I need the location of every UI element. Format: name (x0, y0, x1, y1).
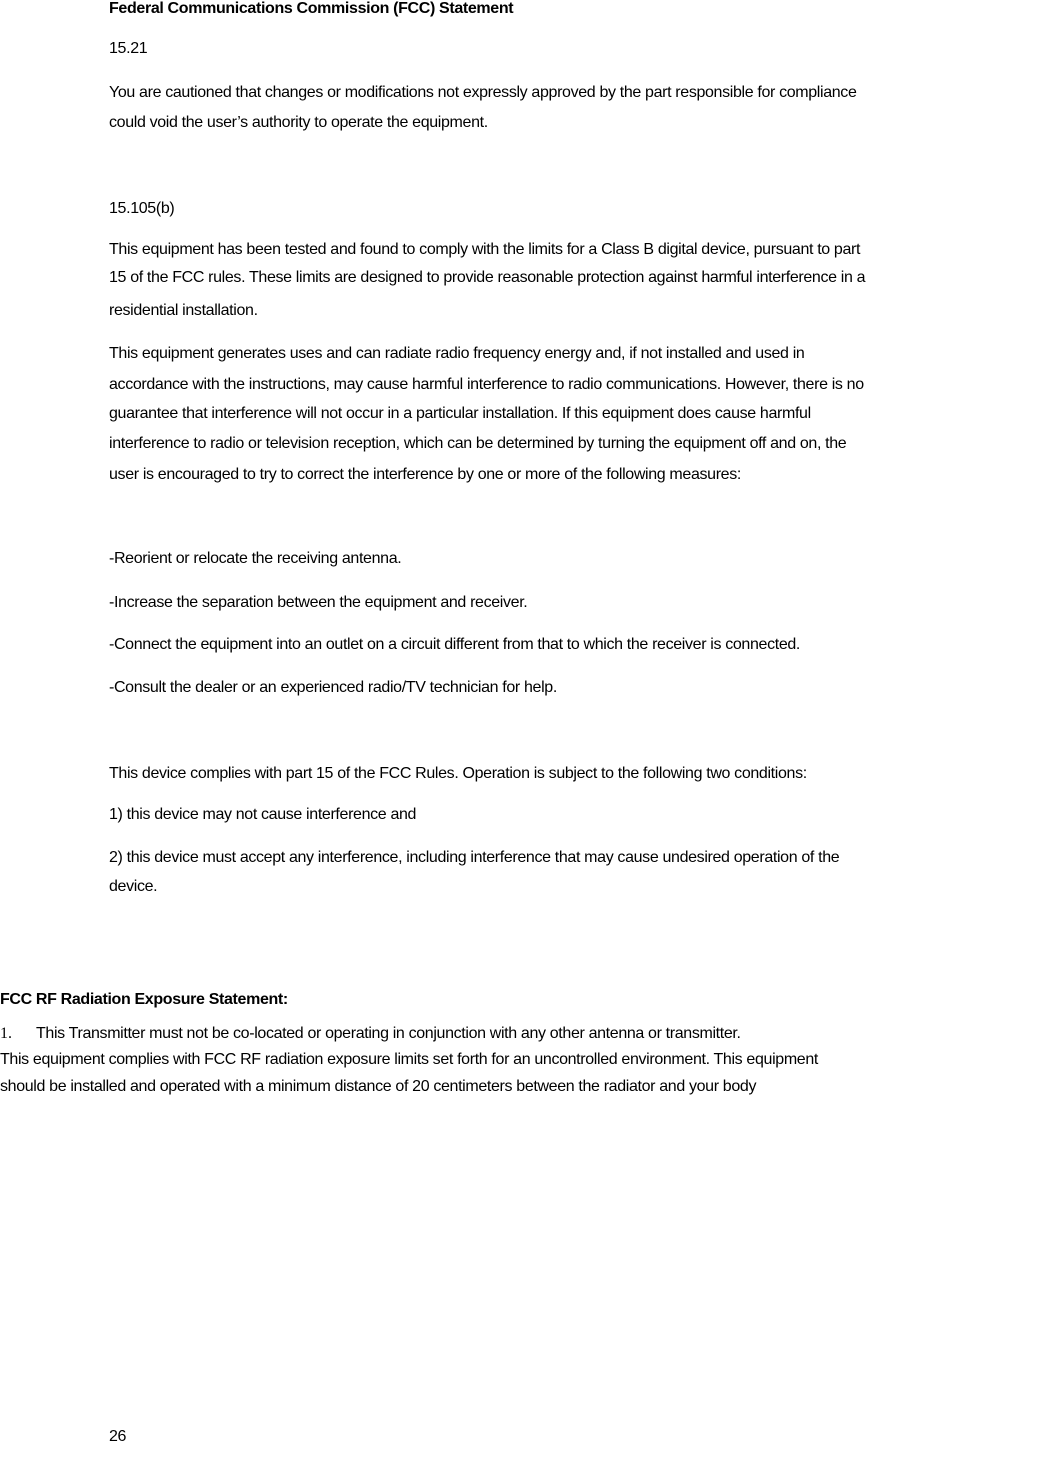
rf-exposure-text-line: This equipment complies with FCC RF radiation exposure limits set forth for an uncontrolled environment. This equipment (0, 1051, 818, 1068)
measure-item: -Increase the separation between the equipment and receiver. (109, 594, 528, 611)
page-number: 26 (109, 1428, 127, 1445)
section-15105b-para2-line: accordance with the instructions, may cause harmful interference to radio communications. However, there is no (109, 376, 864, 393)
section-15105b-para2-line: This equipment generates uses and can radiate radio frequency energy and, if not installed and used in (109, 345, 805, 362)
rf-exposure-item-text: This Transmitter must not be co-located or operating in conjunction with any other antenna or transmitter. (36, 1025, 741, 1042)
page-title: Federal Communications Commission (FCC) Statement (109, 0, 514, 17)
section-15105b-para2-line: user is encouraged to try to correct the interference by one or more of the following measures: (109, 466, 741, 483)
condition-item: 2) this device must accept any interference, including interference that may cause undesired operation of the (109, 849, 840, 866)
section-15105b-para1-line: 15 of the FCC rules. These limits are designed to provide reasonable protection against harmful interference in a (109, 269, 866, 286)
measure-item: -Reorient or relocate the receiving antenna. (109, 550, 402, 567)
rf-exposure-item-number: 1. (0, 1025, 12, 1042)
section-1521-label: 15.21 (109, 40, 148, 57)
measure-item: -Connect the equipment into an outlet on a circuit different from that to which the receiver is connected. (109, 636, 801, 653)
section-1521-text-line: You are cautioned that changes or modifications not expressly approved by the part responsible for compliance (109, 84, 857, 101)
rf-exposure-text-line: should be installed and operated with a minimum distance of 20 centimeters between the radiator and your body (0, 1078, 757, 1095)
section-15105b-para2-line: guarantee that interference will not occur in a particular installation. If this equipment does cause harmful (109, 405, 811, 422)
condition-item: 1) this device may not cause interference and (109, 806, 417, 823)
condition-item-continued: device. (109, 878, 158, 895)
section-15105b-label: 15.105(b) (109, 200, 175, 217)
section-15105b-para2-line: interference to radio or television reception, which can be determined by turning the equipment off and on, the (109, 435, 847, 452)
section-15105b-para1-line: residential installation. (109, 302, 258, 319)
section-1521-text-line: could void the user’s authority to operate the equipment. (109, 114, 488, 131)
conditions-intro: This device complies with part 15 of the FCC Rules. Operation is subject to the following two conditions: (109, 765, 807, 782)
rf-exposure-heading: FCC RF Radiation Exposure Statement: (0, 991, 288, 1008)
measure-item: -Consult the dealer or an experienced radio/TV technician for help. (109, 679, 557, 696)
section-15105b-para1-line: This equipment has been tested and found to comply with the limits for a Class B digital device, pursuant to part (109, 241, 861, 258)
